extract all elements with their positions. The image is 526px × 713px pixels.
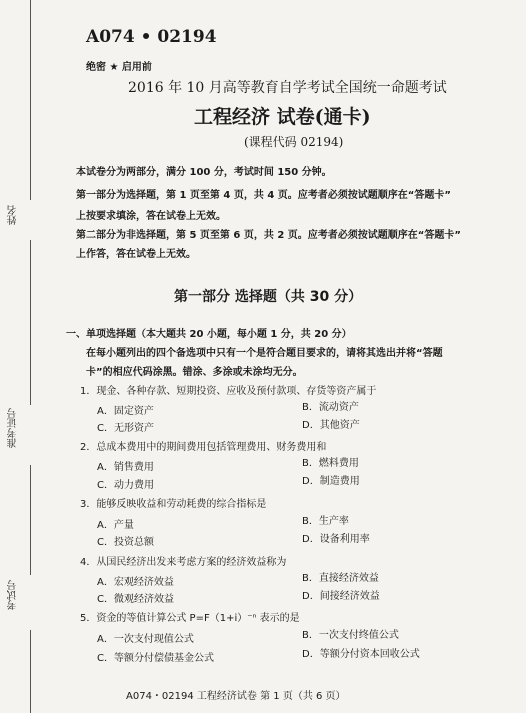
- name-label: 姓名: [8, 205, 19, 225]
- binding-line-3: [30, 465, 31, 575]
- binding-line-4: [30, 630, 31, 713]
- instruction-line-2: 第一部分为选择题，第 1 页至第 4 页，共 4 页。应考者必须按试题顺序在“答题卡”: [76, 190, 451, 201]
- section-heading: 一、单项选择题（本大题共 20 小题，每小题 1 分，共 20 分）: [66, 329, 352, 340]
- option-a: A．一次支付现值公式: [97, 634, 194, 645]
- option-a: A．宏观经济效益: [97, 577, 174, 588]
- secret-notice: 绝密 ★ 启用前: [86, 62, 152, 73]
- place-label: 考试号: [8, 580, 19, 610]
- part-title: 第一部分 选择题（共 30 分）: [174, 289, 363, 305]
- option-c: C．微观经济效益: [97, 594, 174, 605]
- option-c: C．投资总额: [97, 537, 154, 548]
- option-a: A．固定资产: [97, 406, 154, 417]
- option-b: B．流动资产: [302, 402, 359, 413]
- section-desc-2: 卡”的相应代码涂黑。错涂、多涂或未涂均无分。: [86, 367, 303, 378]
- binding-line-2: [30, 240, 31, 405]
- option-c: C．等额分付偿债基金公式: [97, 653, 214, 664]
- question-stem: 4．从国民经济出发来考虑方案的经济效益称为: [80, 557, 287, 568]
- page-footer: A074・02194 工程经济试卷 第 1 页（共 6 页）: [126, 691, 346, 702]
- option-d: D．间接经济效益: [302, 591, 380, 602]
- question-stem: 3．能够反映收益和劳动耗费的综合指标是: [80, 499, 267, 510]
- question-stem: 2．总成本费用中的期间费用包括管理费用、财务费用和: [80, 442, 327, 453]
- option-b: B．一次支付终值公式: [302, 630, 399, 641]
- option-a: A．销售费用: [97, 462, 154, 473]
- paper-title: 工程经济 试卷(通卡): [194, 106, 371, 128]
- section-desc-1: 在每小题列出的四个备选项中只有一个是符合题目要求的，请将其选出并将“答题: [86, 348, 443, 359]
- option-b: B．生产率: [302, 516, 349, 527]
- id-label: 准考证号: [8, 408, 19, 448]
- question-stem: 5．资金的等值计算公式 P=F（1+i）⁻ⁿ 表示的是: [80, 613, 300, 624]
- course-code: (课程代码 02194): [244, 135, 344, 149]
- option-d: D．等额分付资本回收公式: [302, 649, 420, 660]
- instruction-line-3: 上按要求填涂，答在试卷上无效。: [76, 211, 226, 222]
- option-d: D．制造费用: [302, 476, 360, 487]
- exam-title: 2016 年 10 月高等教育自学考试全国统一命题考试: [128, 80, 447, 96]
- option-d: D．其他资产: [302, 420, 360, 431]
- option-c: C．无形资产: [97, 423, 154, 434]
- paper-code: A074 • 02194: [86, 27, 217, 47]
- option-b: B．直接经济效益: [302, 573, 379, 584]
- option-c: C．动力费用: [97, 480, 154, 491]
- option-b: B．燃料费用: [302, 458, 359, 469]
- option-d: D．设备利用率: [302, 534, 370, 545]
- instruction-line-5: 上作答，答在试卷上无效。: [76, 249, 196, 260]
- question-stem: 1．现金、各种存款、短期投资、应收及预付款项、存货等资产属于: [80, 386, 377, 397]
- instruction-line-1: 本试卷分为两部分，满分 100 分，考试时间 150 分钟。: [76, 167, 332, 178]
- binding-line-1: [30, 0, 31, 200]
- instruction-line-4: 第二部分为非选择题，第 5 页至第 6 页，共 2 页。应考者必须按试题顺序在“答题卡”: [76, 230, 461, 241]
- option-a: A．产量: [97, 520, 134, 531]
